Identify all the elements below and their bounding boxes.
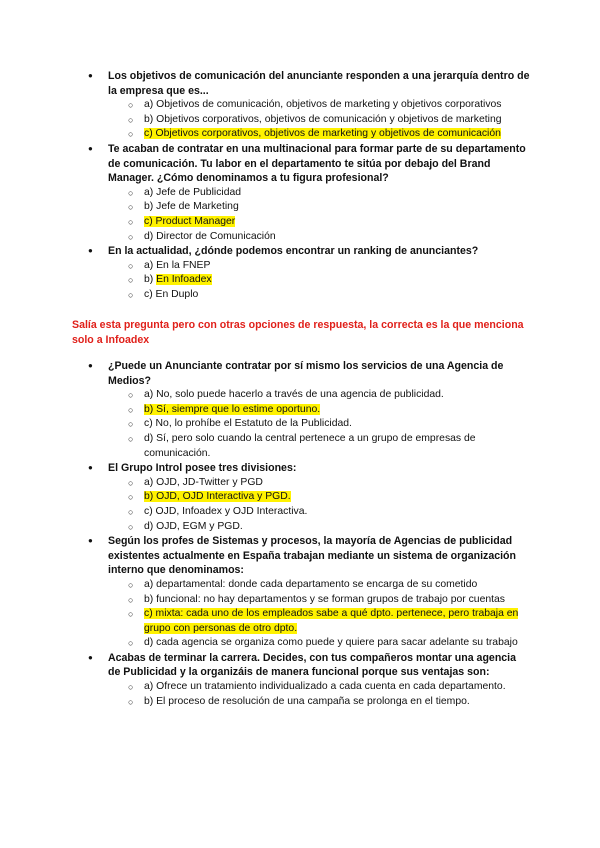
hollow-circle-icon: ○ [128,521,134,532]
option-item [108,417,530,432]
option-list [108,98,530,142]
option-item-correct [108,607,530,636]
question-item [0,534,600,651]
option-item [108,200,530,215]
question-item [0,651,600,709]
option-item [108,476,530,491]
option-list [108,476,530,534]
option-item [108,113,530,128]
option-item [108,288,530,303]
hollow-circle-icon: ○ [128,129,134,140]
option-text: a) Jefe de Publicidad [144,186,242,198]
option-list [108,186,530,244]
option-item-correct [108,403,530,418]
option-item-correct [108,215,530,230]
option-text: a) Objetivos de comunicación, objetivos de marketing y objetivos corporativos [144,99,502,111]
option-item [108,636,530,651]
question-text: Te acaban de contratar en una multinacional para formar parte de su departamento de comunicación. Tu labor en el departamento te sitúa por debajo del Brand Manager. ¿Cómo denominamos a tu figura profesional? [108,142,526,185]
hollow-circle-icon: ○ [128,404,134,415]
hollow-circle-icon: ○ [128,682,134,693]
question-item [0,359,600,461]
option-text: a) Ofrece un tratamiento individualizado a cada cuenta en cada departamento. [144,681,506,693]
option-item [108,593,530,608]
hollow-circle-icon: ○ [128,260,134,271]
option-item [108,98,530,113]
option-text: d) OJD, EGM y PGD. [144,520,243,532]
option-text: a) En la FNEP [144,259,211,271]
option-text: c) OJD, Infoadex y OJD Interactiva. [144,505,308,517]
hollow-circle-icon: ○ [128,594,134,605]
red-note: Salía esta pregunta pero con otras opciones de respuesta, la correcta es la que menciona solo a Infoadex [72,319,524,346]
option-text: a) No, solo puede hacerlo a través de una agencia de publicidad. [144,389,444,401]
question-text: En la actualidad, ¿dónde podemos encontrar un ranking de anunciantes? [108,245,479,258]
option-list [108,680,530,709]
hollow-circle-icon: ○ [128,187,134,198]
option-text: c) No, lo prohíbe el Estatuto de la Publicidad. [144,418,352,430]
option-text: b) Jefe de Marketing [144,201,239,213]
hollow-circle-icon: ○ [128,100,134,111]
question-text: Acabas de terminar la carrera. Decides, con tus compañeros montar una agencia de Publicidad y la organizáis de manera funcional porque sus ventajas son: [108,651,517,679]
question-text: ¿Puede un Anunciante contratar por sí mismo los servicios de una Agencia de Medios? [108,360,504,387]
hollow-circle-icon: ○ [128,579,134,590]
hollow-circle-icon: ○ [128,433,134,444]
option-item [108,388,530,403]
option-text: a) departamental: donde cada departamento se encarga de su cometido [144,578,478,590]
option-item [108,432,530,461]
option-item [108,230,530,245]
option-list [108,388,530,461]
hollow-circle-icon: ○ [128,231,134,242]
question-list [0,359,600,709]
option-list [108,259,530,303]
hollow-circle-icon: ○ [128,390,134,401]
option-item [108,259,530,274]
question-text: Según los profes de Sistemas y procesos, la mayoría de Agencias de publicidad existentes actualmente en España trabajan mediante un sistema de organización interno que denominamos: [108,535,516,577]
hollow-circle-icon: ○ [128,477,134,488]
option-item [108,186,530,201]
option-highlight: En Infoadex [156,274,212,286]
option-text: b) Objetivos corporativos, objetivos de comunicación y objetivos de marketing [144,113,502,125]
question-list-2 [0,359,600,709]
option-text: b) El proceso de resolución de una campaña se prolonga en el tiempo. [144,695,470,707]
hollow-circle-icon: ○ [128,289,134,300]
option-item [108,578,530,593]
option-item-correct [108,127,530,142]
question-list [0,69,600,303]
hollow-circle-icon: ○ [128,275,134,286]
question-item [0,244,600,302]
question-item [0,142,600,244]
hollow-circle-icon: ○ [128,114,134,125]
hollow-circle-icon: ○ [128,492,134,503]
hollow-circle-icon: ○ [128,609,134,620]
question-text: Los objetivos de comunicación del anunciante responden a una jerarquía dentro de la empresa que es... [108,70,530,97]
option-item [108,680,530,695]
option-item [108,505,530,520]
option-text: c) En Duplo [144,288,199,300]
option-item-correct [108,490,530,505]
hollow-circle-icon: ○ [128,202,134,213]
option-text: b) Sí, siempre que lo estime oportuno. [144,403,321,415]
option-text: a) OJD, JD-Twitter y PGD [144,476,263,488]
hollow-circle-icon: ○ [128,638,134,649]
question-text: El Grupo Introl posee tres divisiones: [108,462,297,475]
hollow-circle-icon: ○ [128,419,134,430]
option-text: d) Sí, pero solo cuando la central pertenece a un grupo de empresas de comunicación. [144,432,476,459]
option-text: c) Objetivos corporativos, objetivos de marketing y objetivos de comunicación [144,128,501,140]
hollow-circle-icon: ○ [128,696,134,707]
option-text: c) Product Manager [144,215,236,227]
option-item [108,695,530,710]
option-text: b) funcional: no hay departamentos y se forman grupos de trabajo por cuentas [144,593,506,605]
option-item-correct [108,273,530,288]
option-text: b) OJD, OJD Interactiva y PGD. [144,491,291,503]
question-item [0,461,600,534]
question-list-1 [0,69,600,303]
option-text: c) mixta: cada uno de los empleados sabe a qué dpto. pertenece, pero trabaja en grupo con personas de otro dpto. [144,608,519,634]
option-text: d) Director de Comunicación [144,230,276,242]
question-item [0,69,600,142]
option-prefix: b) [144,274,157,286]
hollow-circle-icon: ○ [128,506,134,517]
option-text: d) cada agencia se organiza como puede y quiere para sacar adelante su trabajo [144,637,518,649]
option-item [108,520,530,535]
option-list [108,578,530,651]
hollow-circle-icon: ○ [128,216,134,227]
